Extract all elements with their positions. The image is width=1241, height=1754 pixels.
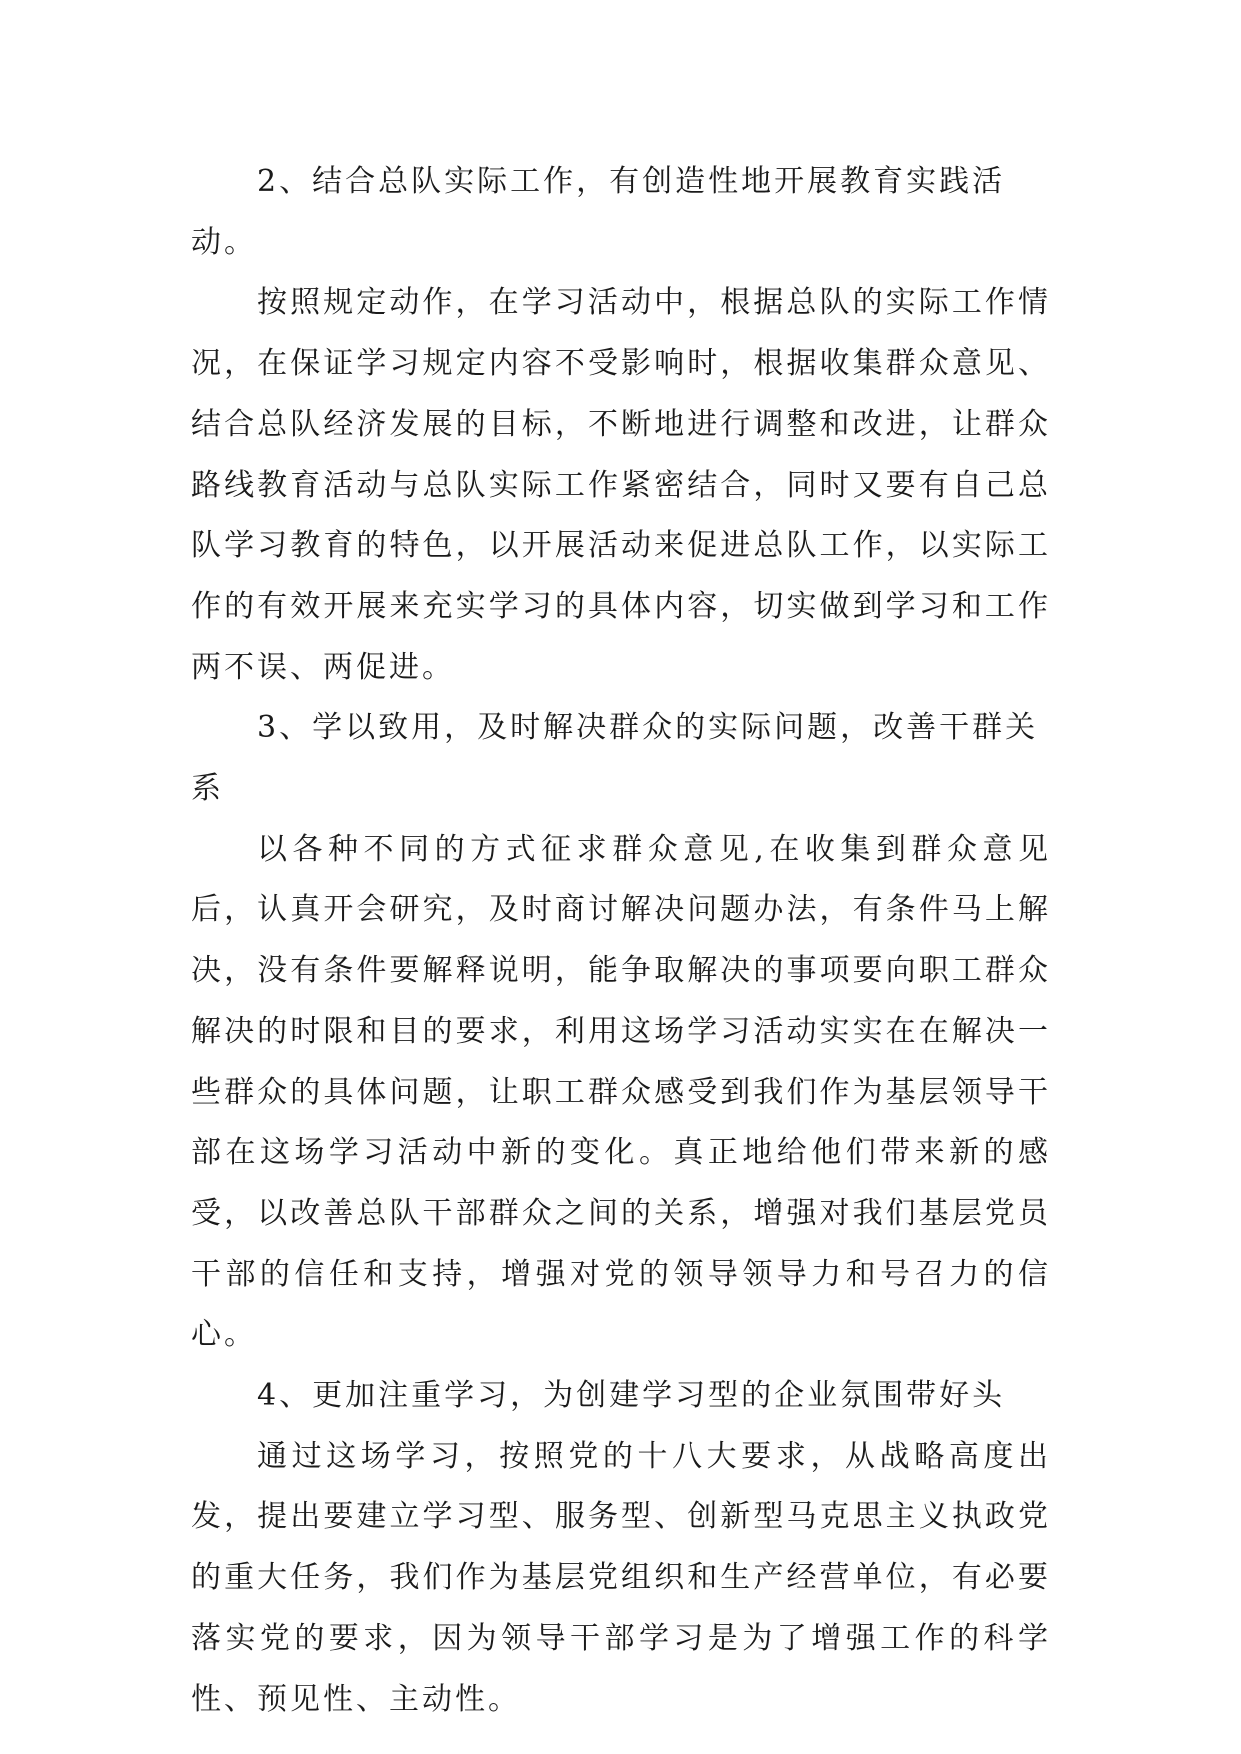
section-2-paragraph: 按照规定动作，在学习活动中，根据总队的实际工作情况，在保证学习规定内容不受影响时，根据收集群众意见、结合总队经济发展的目标，不断地进行调整和改进，让群众路线教育活动与总队实际工作紧密结合，同时又要有自己总队学习教育的特色，以开展活动来促进总队工作，以实际工作的有效开展来充实学习的具体内容，切实做到学习和工作两不误、两促进。 [191, 285, 1051, 685]
section-4-heading: 4、更加注重学习，为创建学习型的企业氛围带好头 [257, 1378, 1006, 1414]
section-3-heading: 3、学以致用，及时解决群众的实际问题，改善干群关系 [191, 710, 1039, 807]
section-2-heading: 2、结合总队实际工作，有创造性地开展教育实践活动。 [191, 164, 1006, 260]
document-body [191, 152, 1051, 1730]
section-3-paragraph: 以各种不同的方式征求群众意见,在收集到群众意见后，认真开会研究，及时商讨解决问题办法，有条件马上解决，没有条件要解释说明，能争取解决的事项要向职工群众解决的时限和目的要求，利用这场学习活动实实在在解决一些群众的具体问题，让职工群众感受到我们作为基层领导干部在这场学习活动中新的变化。真正地给他们带来新的感受，以改善总队干部群众之间的关系，增强对我们基层党员干部的信任和支持，增强对党的领导领导力和号召力的信心。 [191, 831, 1051, 1353]
section-4-paragraph: 通过这场学习，按照党的十八大要求，从战略高度出发，提出要建立学习型、服务型、创新型马克思主义执政党的重大任务，我们作为基层党组织和生产经营单位，有必要落实党的要求，因为领导干部学习是为了增强工作的科学性、预见性、主动性。 [191, 1438, 1051, 1717]
